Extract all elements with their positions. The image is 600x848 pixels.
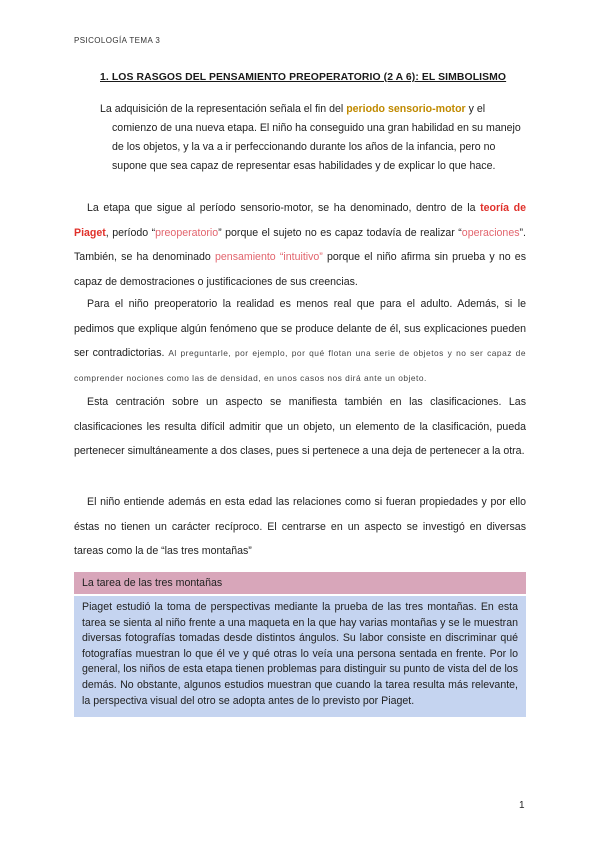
box-title: La tarea de las tres montañas bbox=[74, 572, 526, 594]
p1-c: , período “ bbox=[105, 226, 156, 239]
intro-rest: comienzo de una nueva etapa. El niño ha conseguido una gran habilidad en su manejo de los objetos, y la va a ir perfeccionando durante los años de la infancia, pero no supone que sea capaz de representar esas habilidades y de explicar lo que hace. bbox=[112, 122, 521, 172]
p1-a: La etapa que sigue al período sensorio-motor, se ha denominado, dentro de la bbox=[87, 202, 481, 214]
p2-small-note: Al preguntarle, por ejemplo, por qué flotan una serie de objetos y no ser capaz de comprender nociones como las de densidad, en unos casos nos dirá ante un objeto. bbox=[74, 348, 526, 383]
p1-g: ”. También, se ha denominado bbox=[74, 226, 526, 263]
paragraph-1 bbox=[74, 196, 526, 294]
page-number: 1 bbox=[519, 800, 525, 811]
header-title: PSICOLOGÍA TEMA 3 bbox=[74, 36, 161, 45]
paragraph-4 bbox=[74, 490, 526, 564]
p4-text: El niño entiende además en esta edad las relaciones como si fueran propiedades y por ello éstas no tienen un carácter recíproco. El centrarse en un aspecto se investigó en diversas tareas como la de “las tres montañas” bbox=[74, 496, 526, 557]
p3-text: Esta centración sobre un aspecto se manifiesta también en las clasificaciones. Las clasificaciones les resulta difícil admitir que un objeto, un elemento de la clasificación, pueda pertenecer simultáneamente a dos clases, pues si pertenece a una deja de pertenecer a la otra. bbox=[74, 396, 526, 457]
intro-paragraph bbox=[100, 100, 524, 176]
highlight-operaciones: operaciones bbox=[461, 226, 520, 239]
p2-main: Para el niño preoperatorio la realidad es menos real que para el adulto. Además, si le pedimos que explique algún fenómeno que se produce delante de él, sus explicaciones pueden ser contradictorias. bbox=[74, 298, 526, 359]
highlight-teoria-piaget: teoría de Piaget bbox=[74, 202, 526, 239]
highlight-preoperatorio: preoperatorio bbox=[155, 226, 219, 239]
p1-i: porque el niño afirma sin prueba y no es capaz de demostraciones o justificaciones de sus creencias. bbox=[74, 251, 526, 288]
p1-e: ” porque el sujeto no es capaz todavía de realizar “ bbox=[218, 226, 462, 239]
intro-lead: La adquisición de la representación señala el fin del bbox=[100, 103, 347, 115]
paragraph-3 bbox=[74, 390, 526, 464]
highlight-intuitivo: pensamiento “intuitivo” bbox=[215, 251, 323, 263]
paragraph-2 bbox=[74, 292, 526, 390]
intro-tail: y el bbox=[465, 103, 486, 115]
section-heading: 1. LOS RASGOS DEL PENSAMIENTO PREOPERATORIO (2 A 6): EL SIMBOLISMO bbox=[100, 72, 507, 83]
box-body: Piaget estudió la toma de perspectivas mediante la prueba de las tres montañas. En esta tarea se sienta al niño frente a una maqueta en la que hay varias montañas y se le muestran diversas fotografías tomadas desde distintos ángulos. Su labor consiste en discriminar qué fotografías muestran lo que él ve y qué otras lo veía una persona sentada en frente. Por lo general, los niños de esta etapa tienen problemas para distinguir su punto de vista del de los demás. No obstante, algunos estudios muestran que cuando la tarea resulta más relevante, la perspectiva visual del otro se adopta antes de lo previsto por Piaget. bbox=[74, 596, 526, 717]
highlight-sensorio-motor: periodo sensorio-motor bbox=[346, 103, 466, 115]
